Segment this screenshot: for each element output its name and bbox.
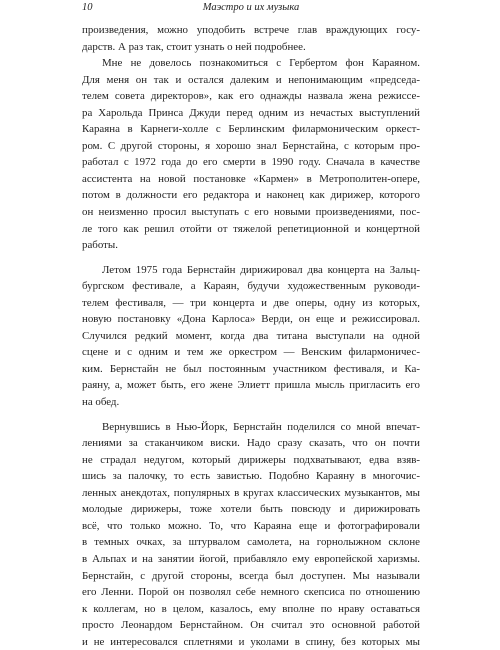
- text-line: ле того как решил отойти от тяжелой репетиционной и концертной: [82, 222, 420, 235]
- text-line: произведения, можно уподобить встрече глав враждующих госу-: [82, 24, 420, 36]
- text-line: ра Харольда Принса Джуди перед одним из нечастых выступлений: [82, 106, 420, 119]
- text-line: телем совета директоров», как его однажды назвала жена режиссе-: [82, 90, 420, 103]
- text-line: всё, что только можно. То, что Караяна еще и фотографировали: [82, 519, 420, 532]
- text-line: Летом 1975 года Бернстайн дирижировал два концерта на Зальц-: [102, 263, 420, 276]
- paragraph: [82, 55, 420, 254]
- text-line: работы.: [82, 239, 118, 252]
- text-line: сцене и с одним и тем же оркестром — Венским филармоничес-: [82, 346, 420, 359]
- running-head: [82, 1, 420, 15]
- paragraph: [82, 262, 420, 411]
- text-line: ром. С другой стороны, я хорошо знал Бернстайна, с которым про-: [82, 139, 420, 152]
- text-line: новую постановку «Дона Карлоса» Верди, он еще и режиссировал.: [82, 313, 420, 326]
- text-line: Вернувшись в Нью-Йорк, Бернстайн поделился со мной впечат-: [102, 420, 420, 433]
- text-line: работал с 1972 года до его смерти в 1990 году. Сначала в качестве: [82, 156, 420, 169]
- text-line: Мне не довелось познакомиться с Гербертом фон Караяном.: [102, 57, 420, 70]
- paragraph: [82, 22, 420, 55]
- text-line: в темных очках, за штурвалом самолета, на горнолыжном склоне: [82, 536, 420, 549]
- text-line: его Ленни. Порой он позволял себе немного скепсиса по отношению: [82, 586, 420, 599]
- text-line: дарств. А раз так, стоит узнать о ней подробнее.: [82, 40, 306, 53]
- body-text: [82, 22, 420, 650]
- text-line: Случился редкий момент, когда два титана выступали на одной: [82, 329, 420, 342]
- text-line: просто Леонардом Бернстайном. Он считал это основной работой: [82, 619, 420, 632]
- page-number: 10: [82, 2, 93, 13]
- text-line: Караяна в Карнеги-холле с Берлинским филармоническим оркест-: [82, 123, 420, 136]
- text-line: лениями за стаканчиком виски. Надо сразу сказать, что он почти: [82, 437, 420, 450]
- text-line: потом в должности его редактора и наконец как дирижер, которого: [82, 189, 420, 202]
- text-line: не страдал недугом, который дирижеры подхватывают, едва взяв-: [82, 453, 420, 466]
- text-line: он неизменно просил выступать с его новыми произведениями, пос-: [82, 206, 420, 219]
- text-line: телем фестиваля, — три концерта и две оперы, одну из которых,: [82, 296, 420, 309]
- text-line: и не интересовался сплетнями и уколами в спину, без которых мы: [82, 635, 420, 648]
- text-line: бургском фестивале, а Караян, будучи художественным руководи-: [82, 280, 420, 293]
- text-line: ассистента на новой постановке «Кармен» в Метрополитен-опере,: [82, 172, 420, 185]
- book-title: Маэстро и их музыка: [202, 2, 300, 13]
- text-line: шись за палочку, то есть завистью. Подобно Караяну в многочис-: [82, 470, 420, 483]
- text-line: ким. Бернстайн не был постоянным участником фестиваля, и Ка-: [82, 362, 420, 375]
- text-line: ленных анекдотах, популярных в кругах классических музыкантов, мы: [82, 486, 420, 499]
- text-line: Бернстайн, с другой стороны, всегда был доступен. Мы называли: [82, 569, 420, 582]
- text-line: к коллегам, но в целом, казалось, ему вполне по нраву оставаться: [82, 602, 420, 615]
- text-line: раяну, а, может быть, его жене Элиетт пришла мысль пригласить его: [82, 379, 420, 392]
- text-line: Для меня он так и остался далеким и непонимающим «председа-: [82, 73, 420, 86]
- text-line: на обед.: [82, 396, 120, 409]
- text-line: молодые дирижеры, тоже хотели быть повсюду и дирижировать: [82, 503, 420, 516]
- paragraph: [82, 419, 420, 650]
- text-line: в Альпах и на занятии йогой, прибавляло ему европейской харизмы.: [82, 552, 420, 565]
